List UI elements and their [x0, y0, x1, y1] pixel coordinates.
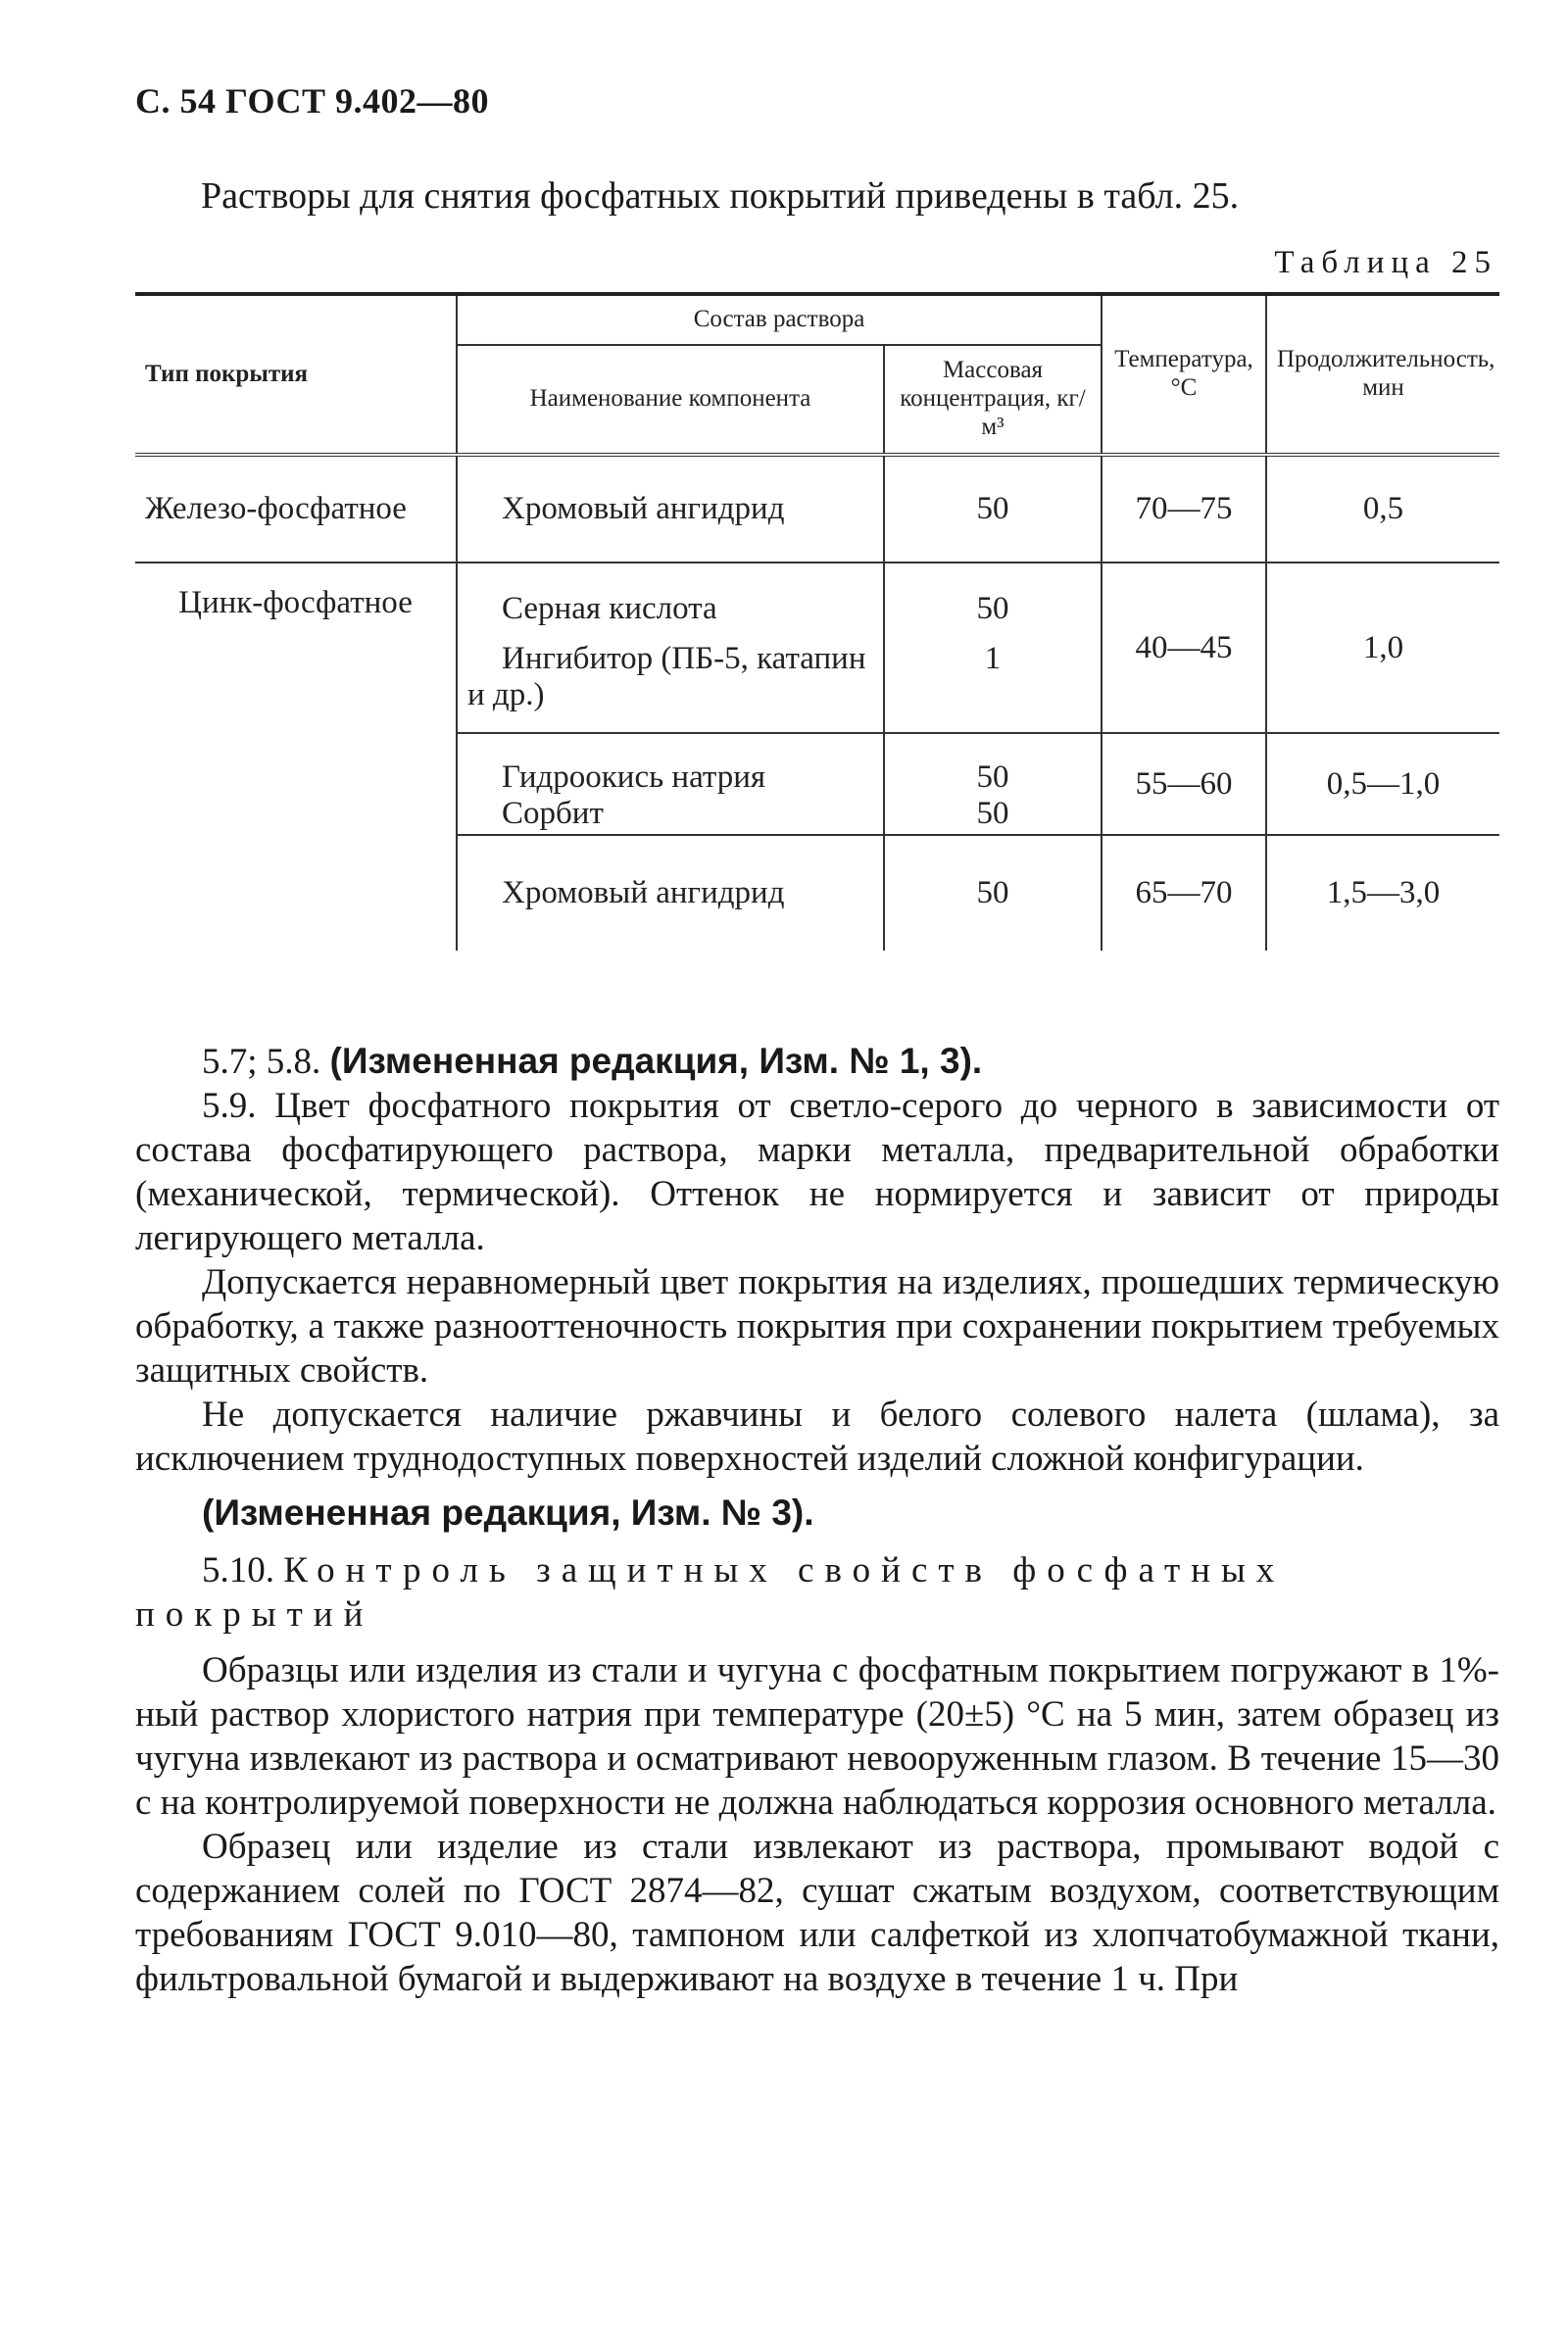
cell-concentration: 1: [884, 627, 1102, 733]
cell-temperature: 55—60: [1102, 733, 1266, 835]
amendment-note-5-9: (Измененная редакция, Изм. № 3).: [202, 1493, 814, 1533]
table-25: [135, 292, 1499, 951]
header-component-name: Наименование компонента: [457, 345, 884, 455]
section-title: Контроль защитных свойств фосфатных покрытий: [135, 1550, 1286, 1635]
cell-temperature: 65—70: [1102, 835, 1266, 951]
paragraph-5-9-c: Не допускается наличие ржавчины и белого солевого налета (шлама), за исключением труднодоступных поверхностей изделий сложной конфигурации.: [135, 1395, 1499, 1479]
intro-sentence: Растворы для снятия фосфатных покрытий приведены в табл. 25.: [201, 175, 1240, 217]
cell-component: Хромовый ангидрид: [457, 835, 884, 951]
header-concentration: Массовая концентрация, кг/м³: [884, 345, 1102, 455]
header-duration: Продолжительность, мин: [1266, 294, 1499, 455]
cell-temperature: 40—45: [1102, 563, 1266, 733]
cell-concentration: 50: [884, 796, 1102, 835]
paragraph-5-10-b: Образец или изделие из стали извлекают из раствора, промывают водой с содержанием солей по ГОСТ 2874—82, сушат сжатым воздухом, соответствующим требованиям ГОСТ 9.010—80, тампоном или салфеткой из хлопчатобумажной ткани, фильтровальной бумагой и выдерживают на воздухе в течение 1 ч. При: [135, 1827, 1499, 1999]
note-number: 5.7; 5.8.: [202, 1042, 321, 1082]
header-composition: Состав раствора: [457, 294, 1102, 345]
table-row: [135, 455, 1499, 563]
cell-concentration: 50: [884, 835, 1102, 951]
cell-concentration: 50: [884, 563, 1102, 627]
cell-temperature: 70—75: [1102, 455, 1266, 563]
section-5-10-heading: [135, 1548, 1499, 1637]
cell-type: Железо-фосфатное: [145, 491, 407, 527]
cell-concentration: 50: [884, 455, 1102, 563]
cell-component: Серная кислота: [457, 563, 884, 627]
cell-type-empty: [135, 835, 457, 951]
paragraph-5-9: 5.9. Цвет фосфатного покрытия от светло-серого до черного в зависимости от состава фосфатирующего раствора, марки металла, предварительной обработки (механической, термической). Оттенок не нормируется и зависит от природы легирующего металла.: [135, 1086, 1499, 1258]
page-header: С. 54 ГОСТ 9.402—80: [135, 81, 489, 121]
cell-component: Хромовый ангидрид: [457, 455, 884, 563]
cell-duration: 1,5—3,0: [1266, 835, 1499, 951]
cell-concentration: 50: [884, 733, 1102, 796]
paragraph-5-10-a: Образцы или изделия из стали и чугуна с фосфатным покрытием погружают в 1%-ный раствор хлористого натрия при температуре (20±5) °С на 5 мин, затем образец из чугуна извлекают из раствора и осматривают невооруженным глазом. В течение 15—30 с на контролируемой поверхности не должна наблюдаться коррозия основного металла.: [135, 1650, 1499, 1823]
table-caption: Таблица 25: [1274, 245, 1497, 280]
cell-component: Ингибитор (ПБ-5, катапин и др.): [457, 627, 884, 733]
header-temperature: Температура, °С: [1102, 294, 1266, 455]
header-coating-type: Тип покрытия: [135, 294, 457, 455]
table-row: [135, 563, 1499, 627]
cell-type-empty: [135, 733, 457, 835]
note-amendment: (Измененная редакция, Изм. № 1, 3).: [329, 1041, 983, 1081]
cell-component: Гидроокись натрия: [457, 733, 884, 796]
table-row: [135, 733, 1499, 796]
cell-component: Сорбит: [457, 796, 884, 835]
table-row: [135, 835, 1499, 951]
body-text: [135, 1039, 1499, 2001]
section-number: 5.10.: [202, 1550, 274, 1590]
amendment-note-5-7: [135, 1039, 1499, 1084]
paragraph-5-9-b: Допускается неравномерный цвет покрытия на изделиях, прошедших термическую обработку, а также разнооттеночность покрытия при сохранении покрытием требуемых защитных свойств.: [135, 1262, 1499, 1391]
cell-duration: 0,5: [1266, 455, 1499, 563]
cell-duration: 1,0: [1266, 563, 1499, 733]
cell-type: Цинк-фосфатное: [135, 563, 457, 733]
cell-duration: 0,5—1,0: [1266, 733, 1499, 835]
